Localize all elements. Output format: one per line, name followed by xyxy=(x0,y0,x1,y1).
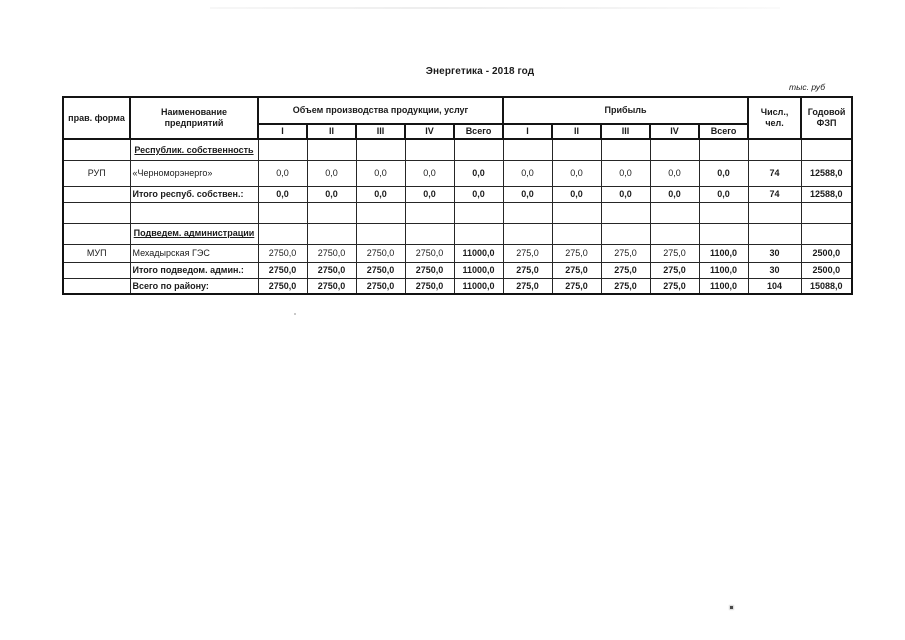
scan-speck xyxy=(730,606,733,609)
volume-q1-cell xyxy=(258,139,307,160)
name-cell: «Черноморэнерго» xyxy=(130,160,258,186)
profit-q1-cell: 275,0 xyxy=(503,278,552,294)
units-label: тыс. руб xyxy=(789,82,825,92)
col-header-profit-q1: I xyxy=(503,124,552,139)
form-cell: МУП xyxy=(63,244,130,262)
profit-q1-cell xyxy=(503,202,552,223)
profit-total-cell xyxy=(699,202,748,223)
profit-q2-cell: 275,0 xyxy=(552,278,601,294)
profit-q2-cell xyxy=(552,223,601,244)
col-header-name: Наименование предприятий xyxy=(130,97,258,139)
volume-q1-cell: 2750,0 xyxy=(258,244,307,262)
volume-q2-cell: 0,0 xyxy=(307,186,356,202)
fzp-cell xyxy=(801,139,852,160)
staff-cell xyxy=(748,139,801,160)
profit-q3-cell: 275,0 xyxy=(601,278,650,294)
form-cell xyxy=(63,278,130,294)
profit-q3-cell: 0,0 xyxy=(601,186,650,202)
fzp-cell: 2500,0 xyxy=(801,244,852,262)
section-title-cell: Республик. собственность xyxy=(130,139,258,160)
fzp-cell xyxy=(801,202,852,223)
profit-q4-cell: 275,0 xyxy=(650,262,699,278)
volume-q4-cell: 2750,0 xyxy=(405,244,454,262)
volume-q3-cell: 0,0 xyxy=(356,160,405,186)
profit-total-cell: 1100,0 xyxy=(699,262,748,278)
table-row xyxy=(63,186,852,202)
volume-q1-cell: 2750,0 xyxy=(258,278,307,294)
volume-q1-cell: 2750,0 xyxy=(258,262,307,278)
volume-q4-cell: 2750,0 xyxy=(405,262,454,278)
table-row xyxy=(63,160,852,186)
section-title-cell: Подведем. администрации xyxy=(130,223,258,244)
profit-q1-cell xyxy=(503,139,552,160)
profit-q1-cell: 0,0 xyxy=(503,186,552,202)
volume-total-cell: 11000,0 xyxy=(454,244,503,262)
page-title: Энергетика - 2018 год xyxy=(425,66,535,77)
header-row-groups xyxy=(63,97,852,124)
volume-q1-cell: 0,0 xyxy=(258,186,307,202)
profit-total-cell xyxy=(699,223,748,244)
table-row xyxy=(63,278,852,294)
staff-cell: 74 xyxy=(748,160,801,186)
volume-total-cell: 0,0 xyxy=(454,186,503,202)
col-header-form: прав. форма xyxy=(63,97,130,139)
col-header-profit-q3: III xyxy=(601,124,650,139)
volume-q1-cell xyxy=(258,202,307,223)
profit-q1-cell: 0,0 xyxy=(503,160,552,186)
volume-q4-cell: 0,0 xyxy=(405,160,454,186)
volume-total-cell: 11000,0 xyxy=(454,262,503,278)
volume-q2-cell xyxy=(307,223,356,244)
scan-speck xyxy=(294,313,296,315)
volume-total-cell xyxy=(454,139,503,160)
col-header-staff: Числ., чел. xyxy=(748,97,801,139)
col-header-volume-q4: IV xyxy=(405,124,454,139)
col-header-volume-q2: II xyxy=(307,124,356,139)
volume-q3-cell: 2750,0 xyxy=(356,244,405,262)
fzp-cell: 12588,0 xyxy=(801,160,852,186)
profit-q3-cell xyxy=(601,202,650,223)
volume-q3-cell: 2750,0 xyxy=(356,278,405,294)
profit-q3-cell xyxy=(601,223,650,244)
volume-q2-cell: 2750,0 xyxy=(307,278,356,294)
profit-q3-cell xyxy=(601,139,650,160)
profit-q2-cell: 275,0 xyxy=(552,262,601,278)
profit-q3-cell: 275,0 xyxy=(601,262,650,278)
col-header-fzp: Годовой ФЗП xyxy=(801,97,852,139)
fzp-cell: 12588,0 xyxy=(801,186,852,202)
profit-q4-cell xyxy=(650,202,699,223)
profit-total-cell xyxy=(699,139,748,160)
col-header-profit-q2: II xyxy=(552,124,601,139)
profit-q2-cell xyxy=(552,202,601,223)
profit-q4-cell: 275,0 xyxy=(650,278,699,294)
col-header-volume-group: Объем производства продукции, услуг xyxy=(258,97,503,124)
col-header-volume-q1: I xyxy=(258,124,307,139)
profit-q3-cell: 0,0 xyxy=(601,160,650,186)
volume-q3-cell: 0,0 xyxy=(356,186,405,202)
profit-total-cell: 1100,0 xyxy=(699,244,748,262)
volume-q1-cell: 0,0 xyxy=(258,160,307,186)
name-cell: Всего по району: xyxy=(130,278,258,294)
profit-q1-cell: 275,0 xyxy=(503,244,552,262)
staff-cell: 30 xyxy=(748,244,801,262)
volume-q4-cell xyxy=(405,202,454,223)
report-table xyxy=(62,96,853,295)
profit-q4-cell: 0,0 xyxy=(650,186,699,202)
col-header-profit-q5: Всего xyxy=(699,124,748,139)
profit-q2-cell: 275,0 xyxy=(552,244,601,262)
profit-q1-cell xyxy=(503,223,552,244)
profit-q4-cell xyxy=(650,223,699,244)
volume-q2-cell xyxy=(307,139,356,160)
volume-q3-cell: 2750,0 xyxy=(356,262,405,278)
volume-q2-cell: 2750,0 xyxy=(307,244,356,262)
form-cell xyxy=(63,202,130,223)
fzp-cell: 2500,0 xyxy=(801,262,852,278)
fzp-cell: 15088,0 xyxy=(801,278,852,294)
volume-q1-cell xyxy=(258,223,307,244)
volume-q2-cell: 2750,0 xyxy=(307,262,356,278)
name-cell xyxy=(130,202,258,223)
volume-q2-cell: 0,0 xyxy=(307,160,356,186)
form-cell xyxy=(63,139,130,160)
table-row xyxy=(63,244,852,262)
col-header-profit-group: Прибыль xyxy=(503,97,748,124)
report-table-body xyxy=(63,139,852,294)
staff-cell xyxy=(748,223,801,244)
form-cell xyxy=(63,262,130,278)
volume-total-cell: 0,0 xyxy=(454,160,503,186)
staff-cell: 74 xyxy=(748,186,801,202)
col-header-volume-q3: III xyxy=(356,124,405,139)
volume-total-cell: 11000,0 xyxy=(454,278,503,294)
col-header-volume-q5: Всего xyxy=(454,124,503,139)
form-cell xyxy=(63,223,130,244)
staff-cell: 104 xyxy=(748,278,801,294)
form-cell xyxy=(63,186,130,202)
profit-q2-cell: 0,0 xyxy=(552,160,601,186)
volume-q4-cell: 0,0 xyxy=(405,186,454,202)
staff-cell xyxy=(748,202,801,223)
staff-cell: 30 xyxy=(748,262,801,278)
col-header-profit-q4: IV xyxy=(650,124,699,139)
volume-q2-cell xyxy=(307,202,356,223)
volume-q3-cell xyxy=(356,202,405,223)
name-cell: Итого подведом. админ.: xyxy=(130,262,258,278)
scan-artifact xyxy=(210,7,780,9)
volume-q3-cell xyxy=(356,139,405,160)
profit-q1-cell: 275,0 xyxy=(503,262,552,278)
profit-q2-cell xyxy=(552,139,601,160)
volume-q4-cell xyxy=(405,223,454,244)
profit-q4-cell: 0,0 xyxy=(650,160,699,186)
volume-q4-cell: 2750,0 xyxy=(405,278,454,294)
table-row xyxy=(63,139,852,160)
volume-total-cell xyxy=(454,223,503,244)
profit-q3-cell: 275,0 xyxy=(601,244,650,262)
form-cell: РУП xyxy=(63,160,130,186)
volume-q3-cell xyxy=(356,223,405,244)
volume-total-cell xyxy=(454,202,503,223)
table-row xyxy=(63,202,852,223)
profit-q2-cell: 0,0 xyxy=(552,186,601,202)
profit-total-cell: 1100,0 xyxy=(699,278,748,294)
profit-q4-cell xyxy=(650,139,699,160)
volume-q4-cell xyxy=(405,139,454,160)
profit-total-cell: 0,0 xyxy=(699,186,748,202)
table-row xyxy=(63,262,852,278)
fzp-cell xyxy=(801,223,852,244)
table-row xyxy=(63,223,852,244)
name-cell: Мехадырская ГЭС xyxy=(130,244,258,262)
profit-q4-cell: 275,0 xyxy=(650,244,699,262)
name-cell: Итого респуб. собствен.: xyxy=(130,186,258,202)
profit-total-cell: 0,0 xyxy=(699,160,748,186)
